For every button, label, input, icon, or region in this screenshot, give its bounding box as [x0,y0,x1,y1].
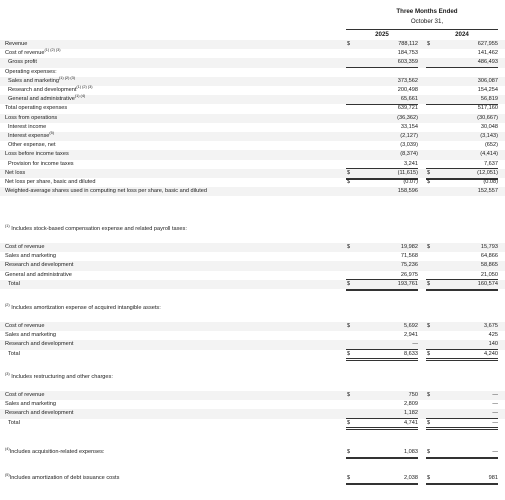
value-2025: 26,975 [400,271,418,278]
value-2024: 306,087 [477,77,498,84]
row-label: Research and development [5,410,74,417]
footnote-total-row [0,280,505,289]
footnote-title [5,448,104,457]
value-2024: (30,667) [477,114,498,121]
footnote-title [5,374,113,380]
statement-row [0,95,505,104]
single-note-row [0,448,505,457]
footnote-row [0,331,505,340]
value-2024: 486,493 [477,59,498,66]
value-2024: 152,557 [477,188,498,195]
footnote-row [0,243,505,252]
footnote-text: Includes stock-based compensation expense and related payroll taxes: [11,226,187,232]
row-label: Total operating expenses [5,105,68,112]
row-label: General and administrative$^{(1) (4)}$ [8,94,86,103]
value-2025: 19,982 [400,244,418,250]
statement-row [0,178,505,187]
value-2025: 750 [408,392,418,398]
value-2024: 21,050 [480,271,498,278]
value-2025: 193,761 [397,280,418,287]
footnote-row [0,409,505,418]
currency-symbol: $ [347,350,351,357]
footnote-title [5,305,161,311]
rule-line [426,484,498,485]
row-label: Net loss [5,169,26,176]
value-2025: 373,562 [397,77,418,84]
single-note-row [0,474,505,483]
row-label: Sales and marketing [5,332,56,339]
row-label: Total [8,280,20,287]
value-2024: 141,462 [477,50,498,57]
currency-symbol: $ [427,475,431,481]
statement-row [0,141,505,150]
currency-symbol: $ [347,323,351,329]
value-2025: 5,692 [404,323,418,329]
row-label: Sales and marketing [5,253,56,260]
rule-line [426,360,498,361]
value-2024: 140 [488,341,498,348]
row-label: Sales and marketing [5,401,56,408]
value-2025: (36,362) [397,114,418,121]
value-2024: 627,955 [477,41,498,47]
currency-symbol: $ [347,419,351,426]
statement-row [0,49,505,58]
footnote-row [0,322,505,331]
row-label: Revenue [5,41,28,47]
footnote-marker: (5) [5,473,10,478]
currency-symbol: $ [427,244,431,250]
value-2025: 71,568 [400,253,418,260]
footnote-total-row [0,350,505,359]
row-label: Research and development$^{(1) (2) (3)}$ [8,85,93,93]
footnote-text: Includes amortization of debt issuance costs [9,475,120,481]
currency-symbol: $ [347,244,351,250]
rule-line [346,458,418,459]
value-2025: 4,741 [404,419,418,426]
footnote-marker: (1) (2) (3) [76,85,93,90]
footnote-title [5,226,187,232]
statement-row [0,40,505,49]
statement-row [0,114,505,123]
year-2025-heading: 2025 [375,31,389,38]
period-subheading: October 31, [410,18,444,25]
value-2024: — [492,392,498,398]
value-2025: 200,498 [397,87,418,93]
row-label: Operating expenses: [5,68,57,75]
row-label: Loss before income taxes [5,151,69,158]
footnote-row [0,391,505,400]
value-2024: (4,414) [480,151,498,158]
row-label: Cost of revenue [5,323,45,329]
currency-symbol: $ [347,475,351,481]
value-2024: 160,574 [477,280,498,287]
value-2024: 30,048 [480,123,498,130]
row-label: Research and development [5,262,74,269]
header-rule [346,29,498,30]
value-2025: 184,753 [397,50,418,57]
value-2024: 58,865 [480,262,498,269]
value-2025: 1,182 [404,410,418,417]
value-2024: (3,143) [480,133,498,139]
footnote-marker: (4) [5,447,10,452]
footnote-row [0,252,505,261]
footnote-marker: (1) (4) [74,94,86,99]
value-2025: (8,374) [400,151,418,158]
value-2024: (12,051) [477,169,498,176]
statement-row [0,169,505,178]
value-2025: (2,127) [400,133,418,139]
currency-symbol: $ [347,41,351,47]
currency-symbol: $ [427,449,431,455]
footnote-row [0,261,505,270]
currency-symbol: $ [347,392,351,398]
value-2025: 2,038 [404,475,418,481]
row-label: Total [8,419,20,426]
currency-symbol: $ [427,323,431,329]
statement-row [0,123,505,132]
value-2025: (3,039) [400,142,418,149]
footnote-text: Includes restructuring and other charges: [11,374,113,380]
rule-line [346,360,418,361]
value-2024: 7,637 [484,160,498,167]
value-2025: (0.07) [403,179,418,185]
statement-row [0,68,505,77]
value-2024: 154,254 [477,87,498,93]
statement-row [0,58,505,67]
currency-symbol: $ [347,449,351,455]
value-2025: — [412,341,418,348]
footnote-marker: (1) [5,224,10,229]
row-label: Loss from operations [5,114,58,121]
rule-line [426,458,498,459]
footnote-text: Includes acquisition-related expenses: [9,449,105,455]
value-2025: 158,596 [397,188,418,195]
statement-row [0,187,505,196]
currency-symbol: $ [427,350,431,357]
currency-symbol: $ [427,419,431,426]
currency-symbol: $ [427,280,431,287]
value-2025: 75,236 [400,262,418,269]
footnote-title [5,474,119,483]
value-2024: 15,793 [480,244,498,250]
value-2024: — [492,449,498,455]
row-label: Research and development [5,341,74,348]
value-2025: (11,615) [397,169,418,176]
statement-row [0,160,505,169]
value-2024: 56,819 [480,96,498,103]
value-2025: 33,154 [400,123,418,130]
footnote-marker: (5) [49,131,54,136]
value-2024: (0.08) [483,179,498,185]
rule-line [346,484,418,485]
footnote-text: Includes amortization expense of acquired intangible assets: [11,305,161,311]
value-2025: 788,112 [398,41,418,47]
value-2024: — [492,410,498,417]
row-label: Gross profit [8,59,37,66]
footnote-marker: (1) (2) (3) [44,48,61,53]
value-2024: 425 [488,332,498,339]
value-2025: 3,241 [404,160,418,167]
footnote-marker: (3) [5,372,10,377]
footnote-row [0,271,505,280]
row-label: Cost of revenue [5,244,45,250]
value-2025: 65,661 [400,96,418,103]
value-2025: 1,083 [404,449,418,455]
rule-line [346,290,418,291]
currency-symbol: $ [347,169,351,176]
row-label: Total [8,350,20,357]
value-2024: — [492,419,498,426]
currency-symbol: $ [347,280,351,287]
footnote-row [0,340,505,349]
currency-symbol: $ [347,179,351,185]
rule-line [346,429,418,430]
value-2025: 8,633 [404,350,418,357]
footnote-marker: (2) [5,303,10,308]
row-label: Weighted-average shares used in computing net loss per share, basic and diluted [5,188,208,195]
row-label: Sales and marketing$^{(1) (2) (3)}$ [8,75,76,84]
row-label: Net loss per share, basic and diluted [5,179,96,185]
statement-row [0,132,505,141]
value-2025: 2,941 [404,332,418,339]
footnote-marker: (1) (2) (3) [59,75,76,80]
value-2024: 517,160 [477,105,498,112]
rule-line [426,429,498,430]
value-2024: 64,866 [480,253,498,260]
value-2024: (652) [484,142,498,149]
value-2025: 2,809 [404,401,418,408]
row-label: Cost of revenue$^{(1) (2) (3)}$ [5,48,61,57]
value-2024: 3,675 [484,323,498,329]
row-label: Interest expense$^{(5)}$ [8,131,54,139]
row-label: Interest income [8,123,47,130]
year-2024-heading: 2024 [455,31,469,38]
footnote-total-row [0,419,505,428]
footnote-row [0,400,505,409]
row-label: Other expense, net [8,142,56,149]
currency-symbol: $ [427,169,431,176]
value-2025: 603,359 [397,59,418,66]
statement-row [0,104,505,113]
rule-line [426,290,498,291]
value-2024: — [492,401,498,408]
statement-row [0,150,505,159]
value-2024: 4,240 [484,350,498,357]
row-label: Provision for income taxes [8,160,74,167]
period-heading: Three Months Ended [396,8,458,15]
currency-symbol: $ [427,41,431,47]
value-2025: 639,721 [397,105,418,112]
row-label: General and administrative [5,271,72,278]
row-label: Cost of revenue [5,392,45,398]
value-2024: 981 [488,475,498,481]
currency-symbol: $ [427,179,431,185]
currency-symbol: $ [427,392,431,398]
